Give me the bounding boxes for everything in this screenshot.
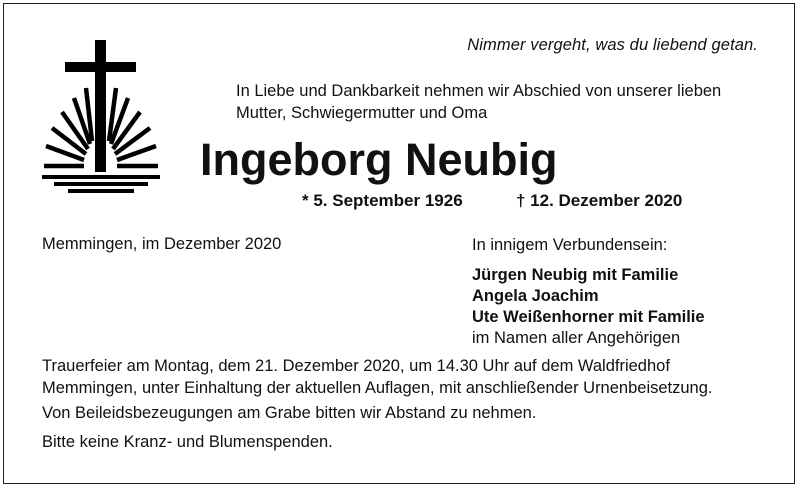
death-date: † 12. Dezember 2020 — [516, 191, 683, 210]
funeral-line-1: Trauerfeier am Montag, dem 21. Dezember 2020, um 14.30 Uhr auf dem Waldfriedhof — [42, 357, 670, 375]
place-date: Memmingen, im Dezember 2020 — [42, 235, 282, 253]
intro-line-2: Mutter, Schwiegermutter und Oma — [236, 104, 488, 122]
mourner-name: Ute Weißenhorner mit Familie — [472, 308, 705, 326]
deceased-name: Ingeborg Neubig — [200, 134, 558, 185]
birth-date: * 5. September 1926 — [302, 191, 463, 210]
deceased-name-wrap — [0, 134, 800, 186]
mourner-name: Angela Joachim — [472, 287, 599, 305]
funeral-notices — [42, 356, 782, 453]
funeral-line-2: Memmingen, unter Einhaltung der aktuellen Auflagen, mit anschließender Urnenbeisetzung. — [42, 378, 713, 397]
flowers-note: Bitte keine Kranz- und Blumenspenden. — [42, 432, 333, 451]
mourner-name: Jürgen Neubig mit Familie — [472, 266, 679, 284]
intro-line-1: In Liebe und Dankbarkeit nehmen wir Abschied von unserer lieben — [236, 82, 722, 100]
memorial-quote: Nimmer vergeht, was du liebend getan. — [467, 36, 758, 54]
mourners-block — [472, 235, 705, 349]
mourners-closing: im Namen aller Angehörigen — [472, 329, 681, 347]
intro-text — [236, 80, 766, 124]
mourners-heading: In innigem Verbundensein: — [472, 236, 668, 254]
condolences-note: Von Beileidsbezeugungen am Grabe bitten wir Abstand zu nehmen. — [42, 404, 537, 422]
